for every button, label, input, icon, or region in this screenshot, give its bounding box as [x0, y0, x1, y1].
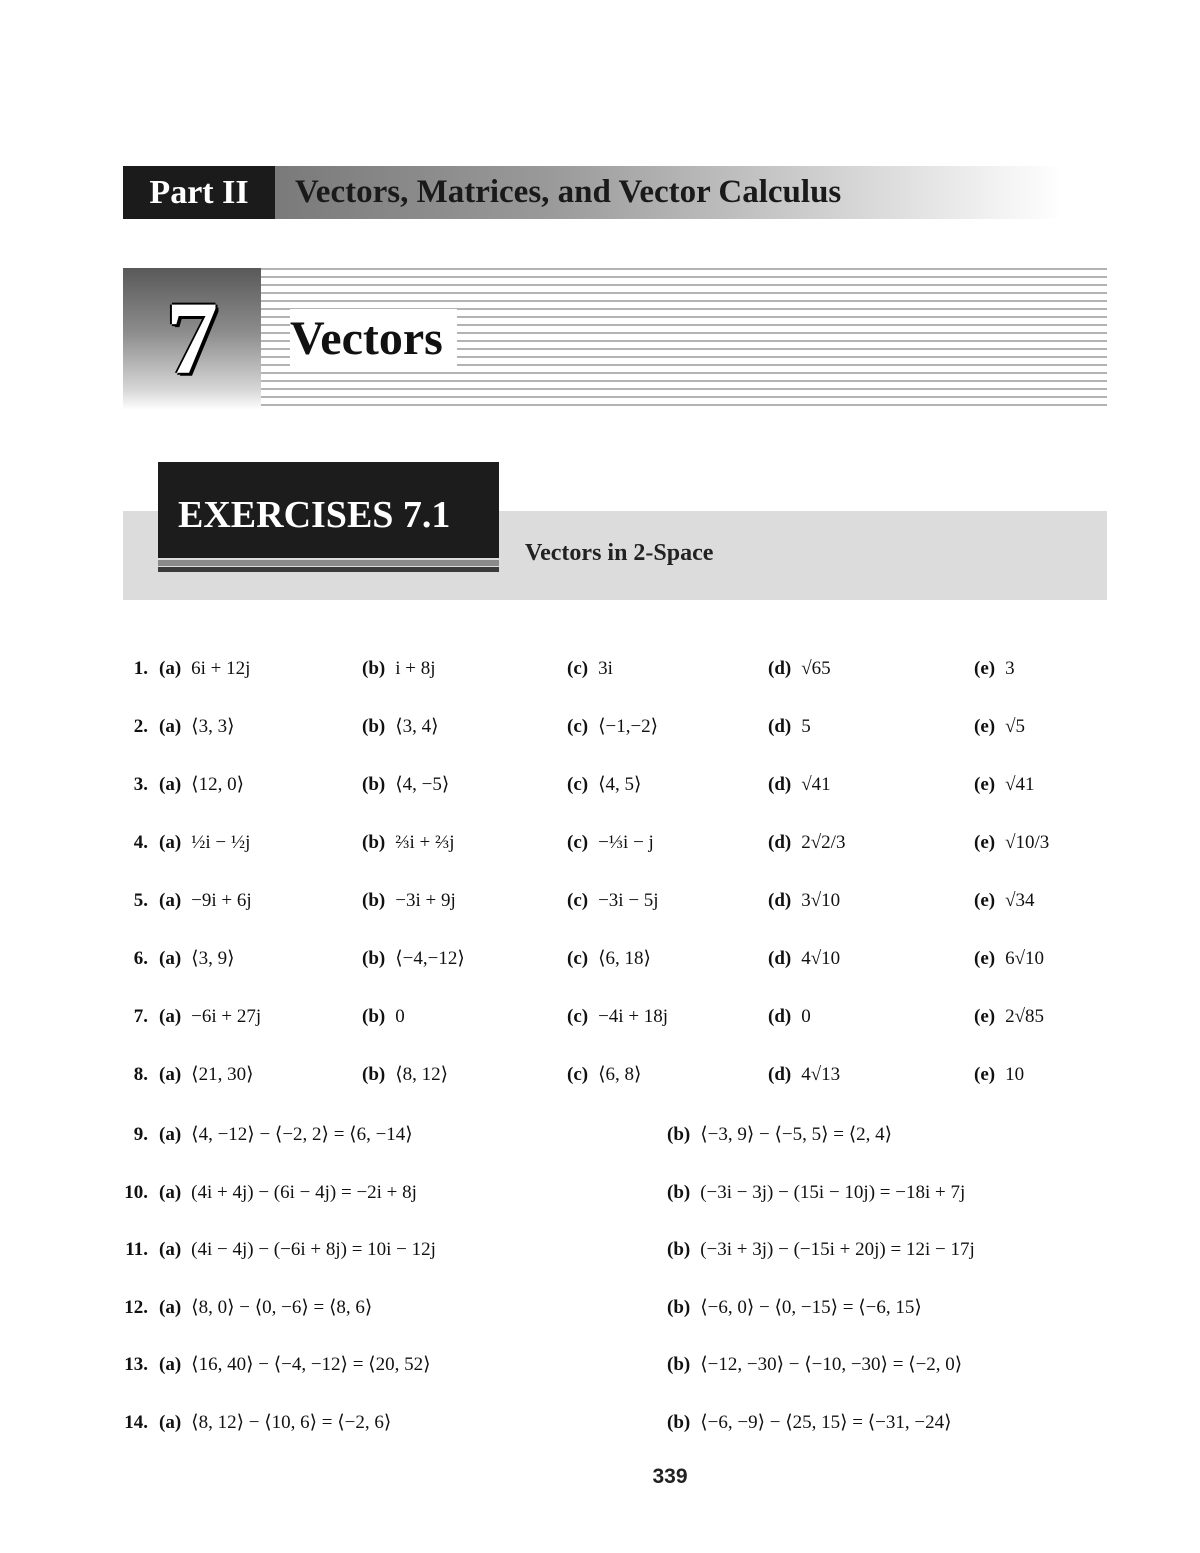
answer-number: 4. — [133, 832, 148, 853]
part-label: (a) — [159, 1354, 182, 1375]
part-label: (b) — [667, 1412, 691, 1433]
part-label: (c) — [567, 832, 589, 853]
answer-value: ⟨−12, −30⟩ − ⟨−10, −30⟩ = ⟨−2, 0⟩ — [700, 1354, 963, 1375]
part-label: (e) — [974, 1006, 996, 1027]
answer-part — [567, 886, 659, 916]
answer-part — [974, 770, 1035, 800]
answer-part — [567, 1060, 641, 1090]
answer-value: ⟨6, 18⟩ — [598, 948, 651, 969]
answer-value: ⟨4, 5⟩ — [598, 774, 642, 795]
answer-part — [768, 654, 831, 684]
answer-part — [159, 828, 250, 858]
part-label: (b) — [667, 1354, 691, 1375]
part-label: (a) — [159, 658, 182, 679]
answer-part — [159, 1235, 436, 1265]
part-title-bar — [275, 166, 1063, 219]
part-label: (a) — [159, 1412, 182, 1433]
answer-part — [159, 1178, 417, 1208]
answer-value: ⟨16, 40⟩ − ⟨−4, −12⟩ = ⟨20, 52⟩ — [191, 1354, 431, 1375]
answer-number: 9. — [133, 1124, 148, 1145]
answer-part — [159, 1350, 431, 1380]
part-label: (a) — [159, 832, 182, 853]
part-label: (b) — [667, 1297, 691, 1318]
answer-part — [362, 1060, 448, 1090]
answer-number: 5. — [133, 890, 148, 911]
answer-part — [768, 770, 831, 800]
part-label: (c) — [567, 716, 589, 737]
answer-value: 3i — [598, 658, 613, 679]
answer-value: ⟨−3, 9⟩ − ⟨−5, 5⟩ = ⟨2, 4⟩ — [700, 1124, 893, 1145]
part-label: (b) — [362, 1006, 386, 1027]
answer-part — [362, 886, 456, 916]
answer-value: √41 — [801, 774, 831, 795]
answer-value: ⟨8, 12⟩ — [395, 1064, 449, 1085]
answer-value: ⟨−6, −9⟩ − ⟨25, 15⟩ = ⟨−31, −24⟩ — [700, 1412, 952, 1433]
answer-number: 2. — [133, 716, 148, 737]
part-label: (b) — [667, 1239, 691, 1260]
answer-part — [159, 1408, 391, 1438]
answer-part — [974, 654, 1015, 684]
answer-value: (4i − 4j) − (−6i + 8j) = 10i − 12j — [191, 1239, 436, 1260]
answer-value: 5 — [801, 716, 811, 737]
answer-number: 1. — [133, 658, 148, 679]
answer-value: 4√10 — [801, 948, 841, 969]
part-label: (b) — [362, 948, 386, 969]
part-label: (b) — [362, 774, 386, 795]
answer-value: ½i − ½j — [191, 832, 251, 853]
answer-part — [159, 770, 244, 800]
answer-value: (−3i + 3j) − (−15i + 20j) = 12i − 17j — [700, 1239, 975, 1260]
exercises-subtitle: Vectors in 2-Space — [525, 540, 714, 566]
page-number: 339 — [652, 1465, 688, 1488]
part-label: (c) — [567, 1064, 589, 1085]
chapter-number-box — [123, 268, 261, 410]
answer-part — [159, 1002, 261, 1032]
part-label: (a) — [159, 716, 182, 737]
answer-value: 0 — [395, 1006, 405, 1027]
answer-value: ⟨−4,−12⟩ — [395, 948, 465, 969]
answer-number: 11. — [125, 1239, 148, 1260]
answer-value: √34 — [1005, 890, 1035, 911]
part-label: (a) — [159, 1239, 182, 1260]
answer-part — [768, 1002, 811, 1032]
answer-value: i + 8j — [395, 658, 436, 679]
answer-value: ⟨3, 3⟩ — [191, 716, 235, 737]
answer-value: 2√2/3 — [801, 832, 846, 853]
answer-value: 3√10 — [801, 890, 841, 911]
answer-value: 6√10 — [1005, 948, 1045, 969]
part-label: (d) — [768, 890, 792, 911]
answer-value: 3 — [1005, 658, 1015, 679]
answer-part — [159, 1293, 372, 1323]
answer-value: −9i + 6j — [191, 890, 252, 911]
answer-part — [768, 886, 840, 916]
part-label: (b) — [667, 1182, 691, 1203]
answer-part — [567, 770, 641, 800]
part-label: (d) — [768, 948, 792, 969]
answer-part — [159, 1120, 413, 1150]
answer-part — [768, 1060, 840, 1090]
part-label: (a) — [159, 1064, 182, 1085]
part-label: (d) — [768, 774, 792, 795]
part-label: (c) — [567, 1006, 589, 1027]
answer-value: ⟨21, 30⟩ — [191, 1064, 254, 1085]
answer-part — [567, 712, 658, 742]
part-label: (e) — [974, 774, 996, 795]
part-label: Part II — [123, 166, 275, 219]
answer-part — [362, 654, 436, 684]
answer-value: (4i + 4j) − (6i − 4j) = −2i + 8j — [191, 1182, 417, 1203]
answer-part — [974, 944, 1044, 974]
part-label: (e) — [974, 1064, 996, 1085]
answer-value: −6i + 27j — [191, 1006, 262, 1027]
exercises-title: EXERCISES 7.1 — [178, 494, 451, 536]
part-label: (d) — [768, 658, 792, 679]
part-label: (a) — [159, 948, 182, 969]
answer-part — [362, 770, 449, 800]
answer-part — [667, 1235, 975, 1265]
part-label: (d) — [768, 716, 792, 737]
answer-part — [159, 712, 234, 742]
answer-value: 2√85 — [1005, 1006, 1045, 1027]
answer-number: 6. — [133, 948, 148, 969]
answer-part — [567, 828, 654, 858]
answer-part — [667, 1350, 962, 1380]
part-title: Vectors, Matrices, and Vector Calculus — [295, 174, 842, 210]
answer-part — [768, 944, 840, 974]
answer-value: ⟨8, 12⟩ − ⟨10, 6⟩ = ⟨−2, 6⟩ — [191, 1412, 392, 1433]
answer-value: −4i + 18j — [598, 1006, 669, 1027]
answer-value: −3i − 5j — [598, 890, 659, 911]
answer-part — [974, 712, 1025, 742]
answer-value: ⅔i + ⅔j — [395, 832, 455, 853]
answer-value: 0 — [801, 1006, 811, 1027]
answer-part — [768, 828, 845, 858]
answer-value: 4√13 — [801, 1064, 841, 1085]
answer-value: √65 — [801, 658, 831, 679]
exercises-rule — [158, 560, 499, 566]
part-label: (a) — [159, 1006, 182, 1027]
answer-value: (−3i − 3j) − (15i − 10j) = −18i + 7j — [700, 1182, 966, 1203]
answer-value: −⅓i − j — [598, 832, 654, 853]
part-label: (c) — [567, 774, 589, 795]
part-label: (c) — [567, 658, 589, 679]
answer-value: −3i + 9j — [395, 890, 456, 911]
part-label: (b) — [362, 832, 386, 853]
part-label: (e) — [974, 890, 996, 911]
answer-number: 8. — [133, 1064, 148, 1085]
answer-number: 14. — [124, 1412, 148, 1433]
part-label: (a) — [159, 1124, 182, 1145]
answer-number: 12. — [124, 1297, 148, 1318]
answer-part — [667, 1408, 952, 1438]
part-label: (b) — [667, 1124, 691, 1145]
answer-number: 13. — [124, 1354, 148, 1375]
part-label: (d) — [768, 1006, 792, 1027]
answer-part — [362, 712, 439, 742]
answer-value: 10 — [1005, 1064, 1025, 1085]
part-label: (e) — [974, 658, 996, 679]
answer-part — [567, 1002, 668, 1032]
part-label: (b) — [362, 716, 386, 737]
part-label: (d) — [768, 1064, 792, 1085]
part-label: (c) — [567, 890, 589, 911]
exercises-title-box — [158, 462, 499, 558]
answer-number: 10. — [124, 1182, 148, 1203]
answer-value: ⟨4, −12⟩ − ⟨−2, 2⟩ = ⟨6, −14⟩ — [191, 1124, 413, 1145]
answer-part — [768, 712, 811, 742]
answer-value: ⟨12, 0⟩ — [191, 774, 244, 795]
part-label: (d) — [768, 832, 792, 853]
answer-value: ⟨4, −5⟩ — [395, 774, 450, 795]
answer-value: ⟨−1,−2⟩ — [598, 716, 659, 737]
chapter-number: 7 — [166, 281, 218, 396]
answer-part — [362, 1002, 405, 1032]
answer-part — [974, 886, 1035, 916]
answer-part — [667, 1178, 965, 1208]
part-label: (b) — [362, 658, 386, 679]
part-label: (c) — [567, 948, 589, 969]
answer-part — [159, 654, 250, 684]
answer-value: √41 — [1005, 774, 1035, 795]
answer-value: ⟨3, 9⟩ — [191, 948, 235, 969]
part-label: (b) — [362, 1064, 386, 1085]
answer-part — [667, 1120, 892, 1150]
answer-part — [159, 944, 234, 974]
part-label: (a) — [159, 774, 182, 795]
part-label: (a) — [159, 1297, 182, 1318]
answer-part — [362, 944, 465, 974]
answer-part — [667, 1293, 922, 1323]
answer-value: 6i + 12j — [191, 658, 251, 679]
answer-value: √10/3 — [1005, 832, 1050, 853]
answer-value: ⟨−6, 0⟩ − ⟨0, −15⟩ = ⟨−6, 15⟩ — [700, 1297, 922, 1318]
answer-part — [159, 886, 252, 916]
chapter-title: Vectors — [290, 309, 457, 369]
answer-part — [567, 654, 613, 684]
part-label: (e) — [974, 948, 996, 969]
answer-part — [974, 828, 1049, 858]
answer-part — [974, 1060, 1024, 1090]
answer-value: ⟨6, 8⟩ — [598, 1064, 642, 1085]
answer-value: ⟨8, 0⟩ − ⟨0, −6⟩ = ⟨8, 6⟩ — [191, 1297, 373, 1318]
part-label: (b) — [362, 890, 386, 911]
exercises-rule — [158, 567, 499, 572]
answer-part — [567, 944, 651, 974]
part-label: (a) — [159, 890, 182, 911]
part-label: (a) — [159, 1182, 182, 1203]
answer-value: √5 — [1005, 716, 1026, 737]
answer-part — [362, 828, 455, 858]
answer-number: 7. — [133, 1006, 148, 1027]
part-label: (e) — [974, 832, 996, 853]
part-label: (e) — [974, 716, 996, 737]
answer-value: ⟨3, 4⟩ — [395, 716, 439, 737]
answer-number: 3. — [133, 774, 148, 795]
answer-part — [159, 1060, 253, 1090]
answer-part — [974, 1002, 1044, 1032]
part-banner — [123, 166, 1063, 219]
